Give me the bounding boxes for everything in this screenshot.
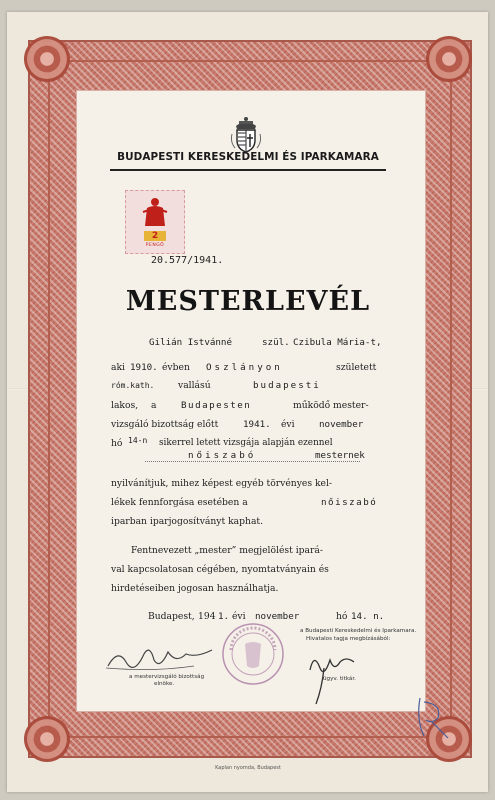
- registration-number: 20.577/1941.: [151, 255, 224, 266]
- border-corner-ornament: [24, 36, 70, 82]
- right-signatory-role: ügyv. titkár.: [323, 676, 356, 682]
- document-title: MESTERLEVÉL: [125, 286, 371, 317]
- body-text: val kapcsolatosan cégében, nyomtatványain és: [111, 564, 329, 575]
- birth-year: 1910.: [130, 362, 158, 373]
- date-ho: hó: [336, 611, 348, 622]
- stamp-value: 2: [144, 231, 166, 241]
- body-text: Fentnevezett „mester” megjelölést ipará-: [131, 545, 324, 556]
- right-signature-icon: [300, 642, 360, 708]
- exam-year: 1941.: [243, 419, 271, 430]
- stamp-currency: PENGŐ: [145, 243, 165, 248]
- left-signatory-role: elnöke.: [154, 681, 175, 687]
- body-text: hó: [111, 438, 123, 449]
- body-text: aki: [111, 362, 125, 373]
- body-text: nyilvánítjuk, mihez képest egyéb törvényes kel-: [111, 478, 333, 489]
- body-text: hirdetéseiben jogosan használhatja.: [111, 583, 279, 594]
- date-year-suffix: 1.: [218, 611, 230, 622]
- date-month: november: [255, 611, 300, 622]
- border-corner-ornament: [24, 716, 70, 762]
- stamp-figure-icon: [141, 196, 169, 232]
- exam-city: Budapesten: [181, 400, 252, 411]
- coat-of-arms-icon: [228, 116, 264, 154]
- official-seal-icon: [221, 622, 285, 686]
- right-signatory-org: a Budapesti Kereskedelmi és Iparkamara.: [300, 628, 417, 634]
- body-text: született: [336, 362, 377, 373]
- birth-place: Oszlányon: [206, 362, 283, 373]
- chamber-name: BUDAPESTI KERESKEDELMI ÉS IPARKAMARA: [117, 151, 379, 163]
- left-signatory-title: a mestervizsgáló bizottság: [129, 674, 205, 680]
- right-signatory-mandate: Hivatalos tagja megbízásából:: [306, 636, 391, 642]
- date-city: Budapest,: [148, 611, 195, 622]
- body-text: lékek fennforgása esetében a: [111, 497, 248, 508]
- header-rule: [110, 169, 386, 171]
- printer-imprint: Kaplan nyomda, Budapest: [215, 765, 281, 771]
- body-text: vallású: [178, 380, 211, 391]
- trade-name: nőiszabó: [188, 450, 257, 461]
- exam-day: 14-n: [128, 436, 148, 445]
- holder-name: Gilián Istvánné: [149, 337, 232, 348]
- date-evi: évi: [232, 611, 246, 622]
- body-text: vizsgáló bizottság előtt: [111, 419, 219, 430]
- body-text: a: [151, 400, 157, 411]
- body-text: lakos,: [111, 400, 139, 411]
- maiden-name: Czibula Mária-t,: [293, 337, 382, 348]
- pencil-mark-icon: [412, 692, 452, 742]
- body-text: évben: [162, 362, 190, 373]
- body-text: évi: [281, 419, 295, 430]
- born-label: szül.: [262, 337, 290, 348]
- date-year-prefix: 194: [198, 611, 216, 622]
- religion: róm.kath.: [111, 381, 155, 390]
- left-signature-icon: [104, 640, 216, 674]
- body-text: sikerrel letett vizsgája alapján ezennel: [159, 438, 333, 448]
- date-day: 14. n.: [351, 611, 385, 622]
- body-text: mesternek: [315, 450, 365, 461]
- exam-month: november: [319, 419, 364, 430]
- body-text: működő mester-: [293, 400, 369, 411]
- border-corner-ornament: [426, 36, 472, 82]
- body-text: iparban iparjogosítványt kaphat.: [111, 516, 264, 527]
- residence: budapesti: [253, 380, 321, 391]
- trade-name: nőiszabó: [321, 497, 378, 508]
